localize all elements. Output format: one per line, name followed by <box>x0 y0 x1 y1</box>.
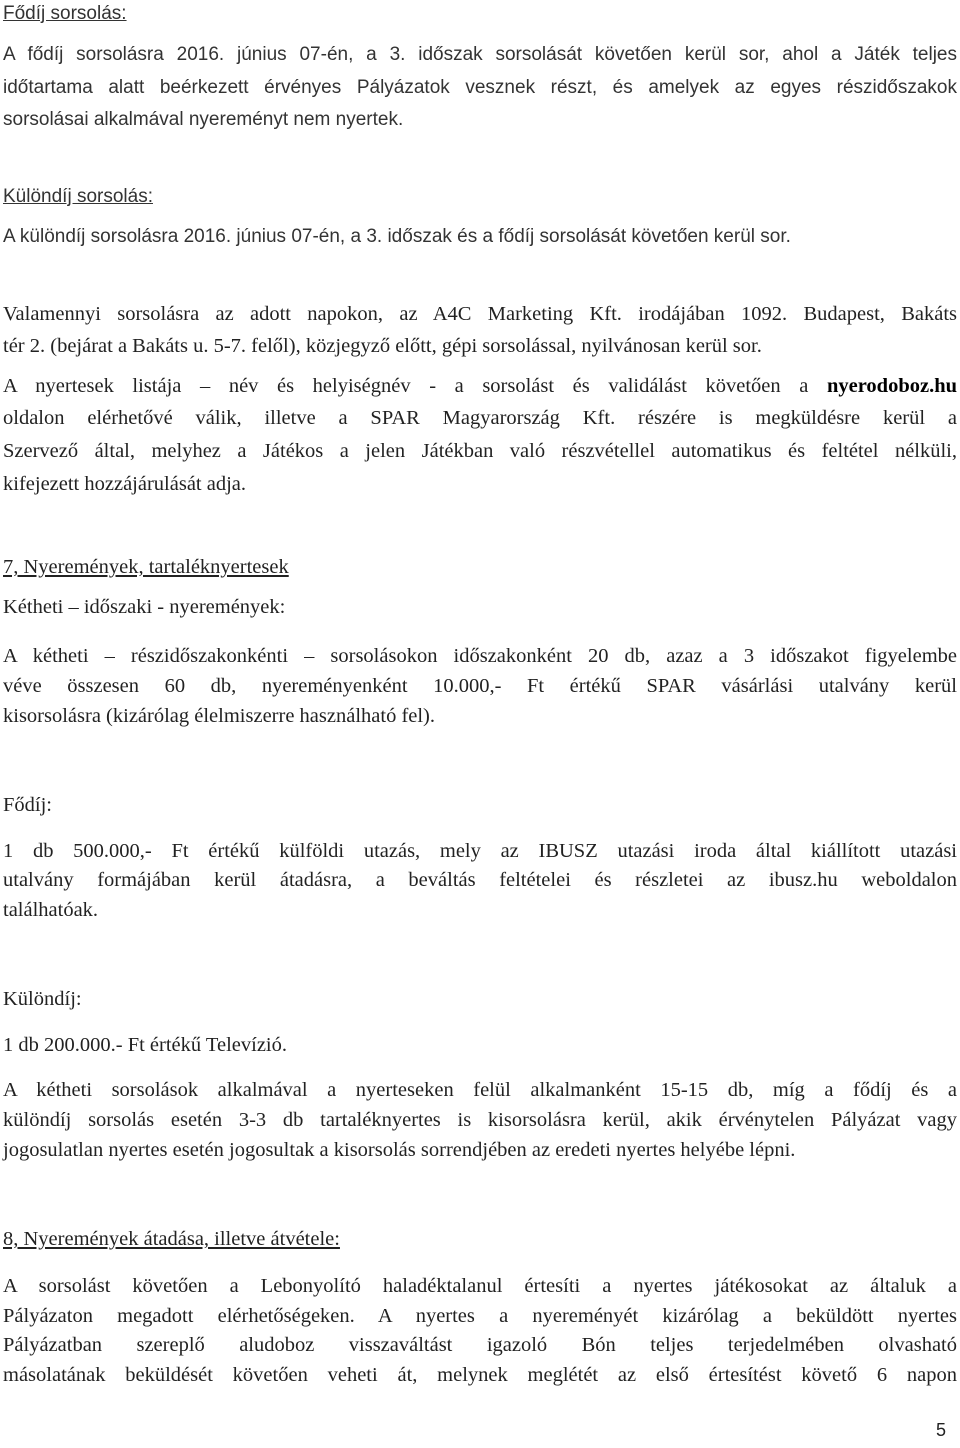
paragraph-line: Valamennyi sorsolásra az adott napokon, az A4C Marketing Kft. irodájában 1092. Budapest, Bakáts <box>3 303 957 325</box>
paragraph-line: Szervező által, melyhez a Játékos a jelen Játékban való részvétellel automatikus és feltétel nélküli, <box>3 440 957 462</box>
paragraph-line <box>3 374 957 398</box>
kulondij-sorsolas-heading: Különdíj sorsolás: <box>3 186 153 207</box>
paragraph-line: kisorsolásra (kizárólag élelmiszerre használható fel). <box>3 705 436 727</box>
foodij-heading: Fődíj: <box>3 794 52 816</box>
paragraph-line: másolatának beküldését követően veheti át, melynek meglétét az első értesítést követő 6 napon <box>3 1364 957 1386</box>
paragraph-line: Pályázaton megadott elérhetőségeken. A nyertes a nyereményét kizárólag a beküldött nyertes <box>3 1305 957 1327</box>
nyertesek-text: A nyertesek listája – név és helyiségnév - a sorsolást és validálást követően a <box>3 375 809 397</box>
ketheti-heading: Kétheti – időszaki - nyeremények: <box>3 596 286 618</box>
paragraph-line: kifejezett hozzájárulását adja. <box>3 473 247 495</box>
paragraph-line: időtartama alatt beérkezett érvényes Pályázatok vesznek részt, és amelyek az egyes részidőszakok <box>3 77 957 98</box>
paragraph-line: tér 2. (bejárat a Bakáts u. 5-7. felől), közjegyző előtt, gépi sorsolással, nyilvánosan kerül sor. <box>3 335 762 357</box>
paragraph-line: sorsolásai alkalmával nyereményt nem nyertek. <box>3 109 404 130</box>
paragraph-line: A különdíj sorsolásra 2016. június 07-én, a 3. időszak és a fődíj sorsolását követően kerül sor. <box>3 226 791 247</box>
paragraph-line: A sorsolást követően a Lebonyolító haladéktalanul értesíti a nyertes játékosokat az általuk a <box>3 1275 957 1297</box>
nyerodoboz-link: nyerodoboz.hu <box>826 375 958 397</box>
paragraph-line: 1 db 200.000.- Ft értékű Televízió. <box>3 1034 287 1056</box>
paragraph-line: A kétheti – részidőszakonkénti – sorsolásokon időszakonként 20 db, azaz a 3 időszakot figyelembe <box>3 645 957 667</box>
paragraph-line: véve összesen 60 db, nyereményenként 10.000,- Ft értékű SPAR vásárlási utalvány kerül <box>3 675 957 697</box>
section-8-heading: 8, Nyeremények átadása, illetve átvétele: <box>3 1228 340 1250</box>
paragraph-line: oldalon elérhetővé válik, illetve a SPAR Magyarország Kft. részére is megküldésre kerül a <box>3 407 957 429</box>
kulondij-heading: Különdíj: <box>3 988 82 1010</box>
paragraph-line: különdíj sorsolás esetén 3-3 db tartaléknyertes is kisorsolásra kerül, akik érvénytelen Pályázat vagy <box>3 1109 957 1131</box>
foodij-sorsolas-heading: Fődíj sorsolás: <box>3 3 127 24</box>
paragraph-line: utalvány formájában kerül átadásra, a beváltás feltételei és részletei az ibusz.hu weboldalon <box>3 869 957 891</box>
paragraph-line: találhatóak. <box>3 899 99 921</box>
paragraph-line: A kétheti sorsolások alkalmával a nyerteseken felül alkalmanként 15-15 db, míg a fődíj és a <box>3 1079 957 1101</box>
paragraph-line: Pályázatban szereplő aludoboz visszaváltást igazoló Bón teljes terjedelmében olvasható <box>3 1334 957 1356</box>
paragraph-line: 1 db 500.000,- Ft értékű külföldi utazás, mely az IBUSZ utazási iroda által kiállított utazási <box>3 840 957 862</box>
paragraph-line: A fődíj sorsolásra 2016. június 07-én, a 3. időszak sorsolását követően kerül sor, ahol a Játék teljes <box>3 44 957 65</box>
section-7-heading: 7, Nyeremények, tartaléknyertesek <box>3 556 289 578</box>
page-number: 5 <box>936 1420 947 1440</box>
paragraph-line: jogosulatlan nyertes esetén jogosultak a kisorsolás sorrendjében az eredeti nyertes helyébe lépni. <box>3 1139 796 1161</box>
